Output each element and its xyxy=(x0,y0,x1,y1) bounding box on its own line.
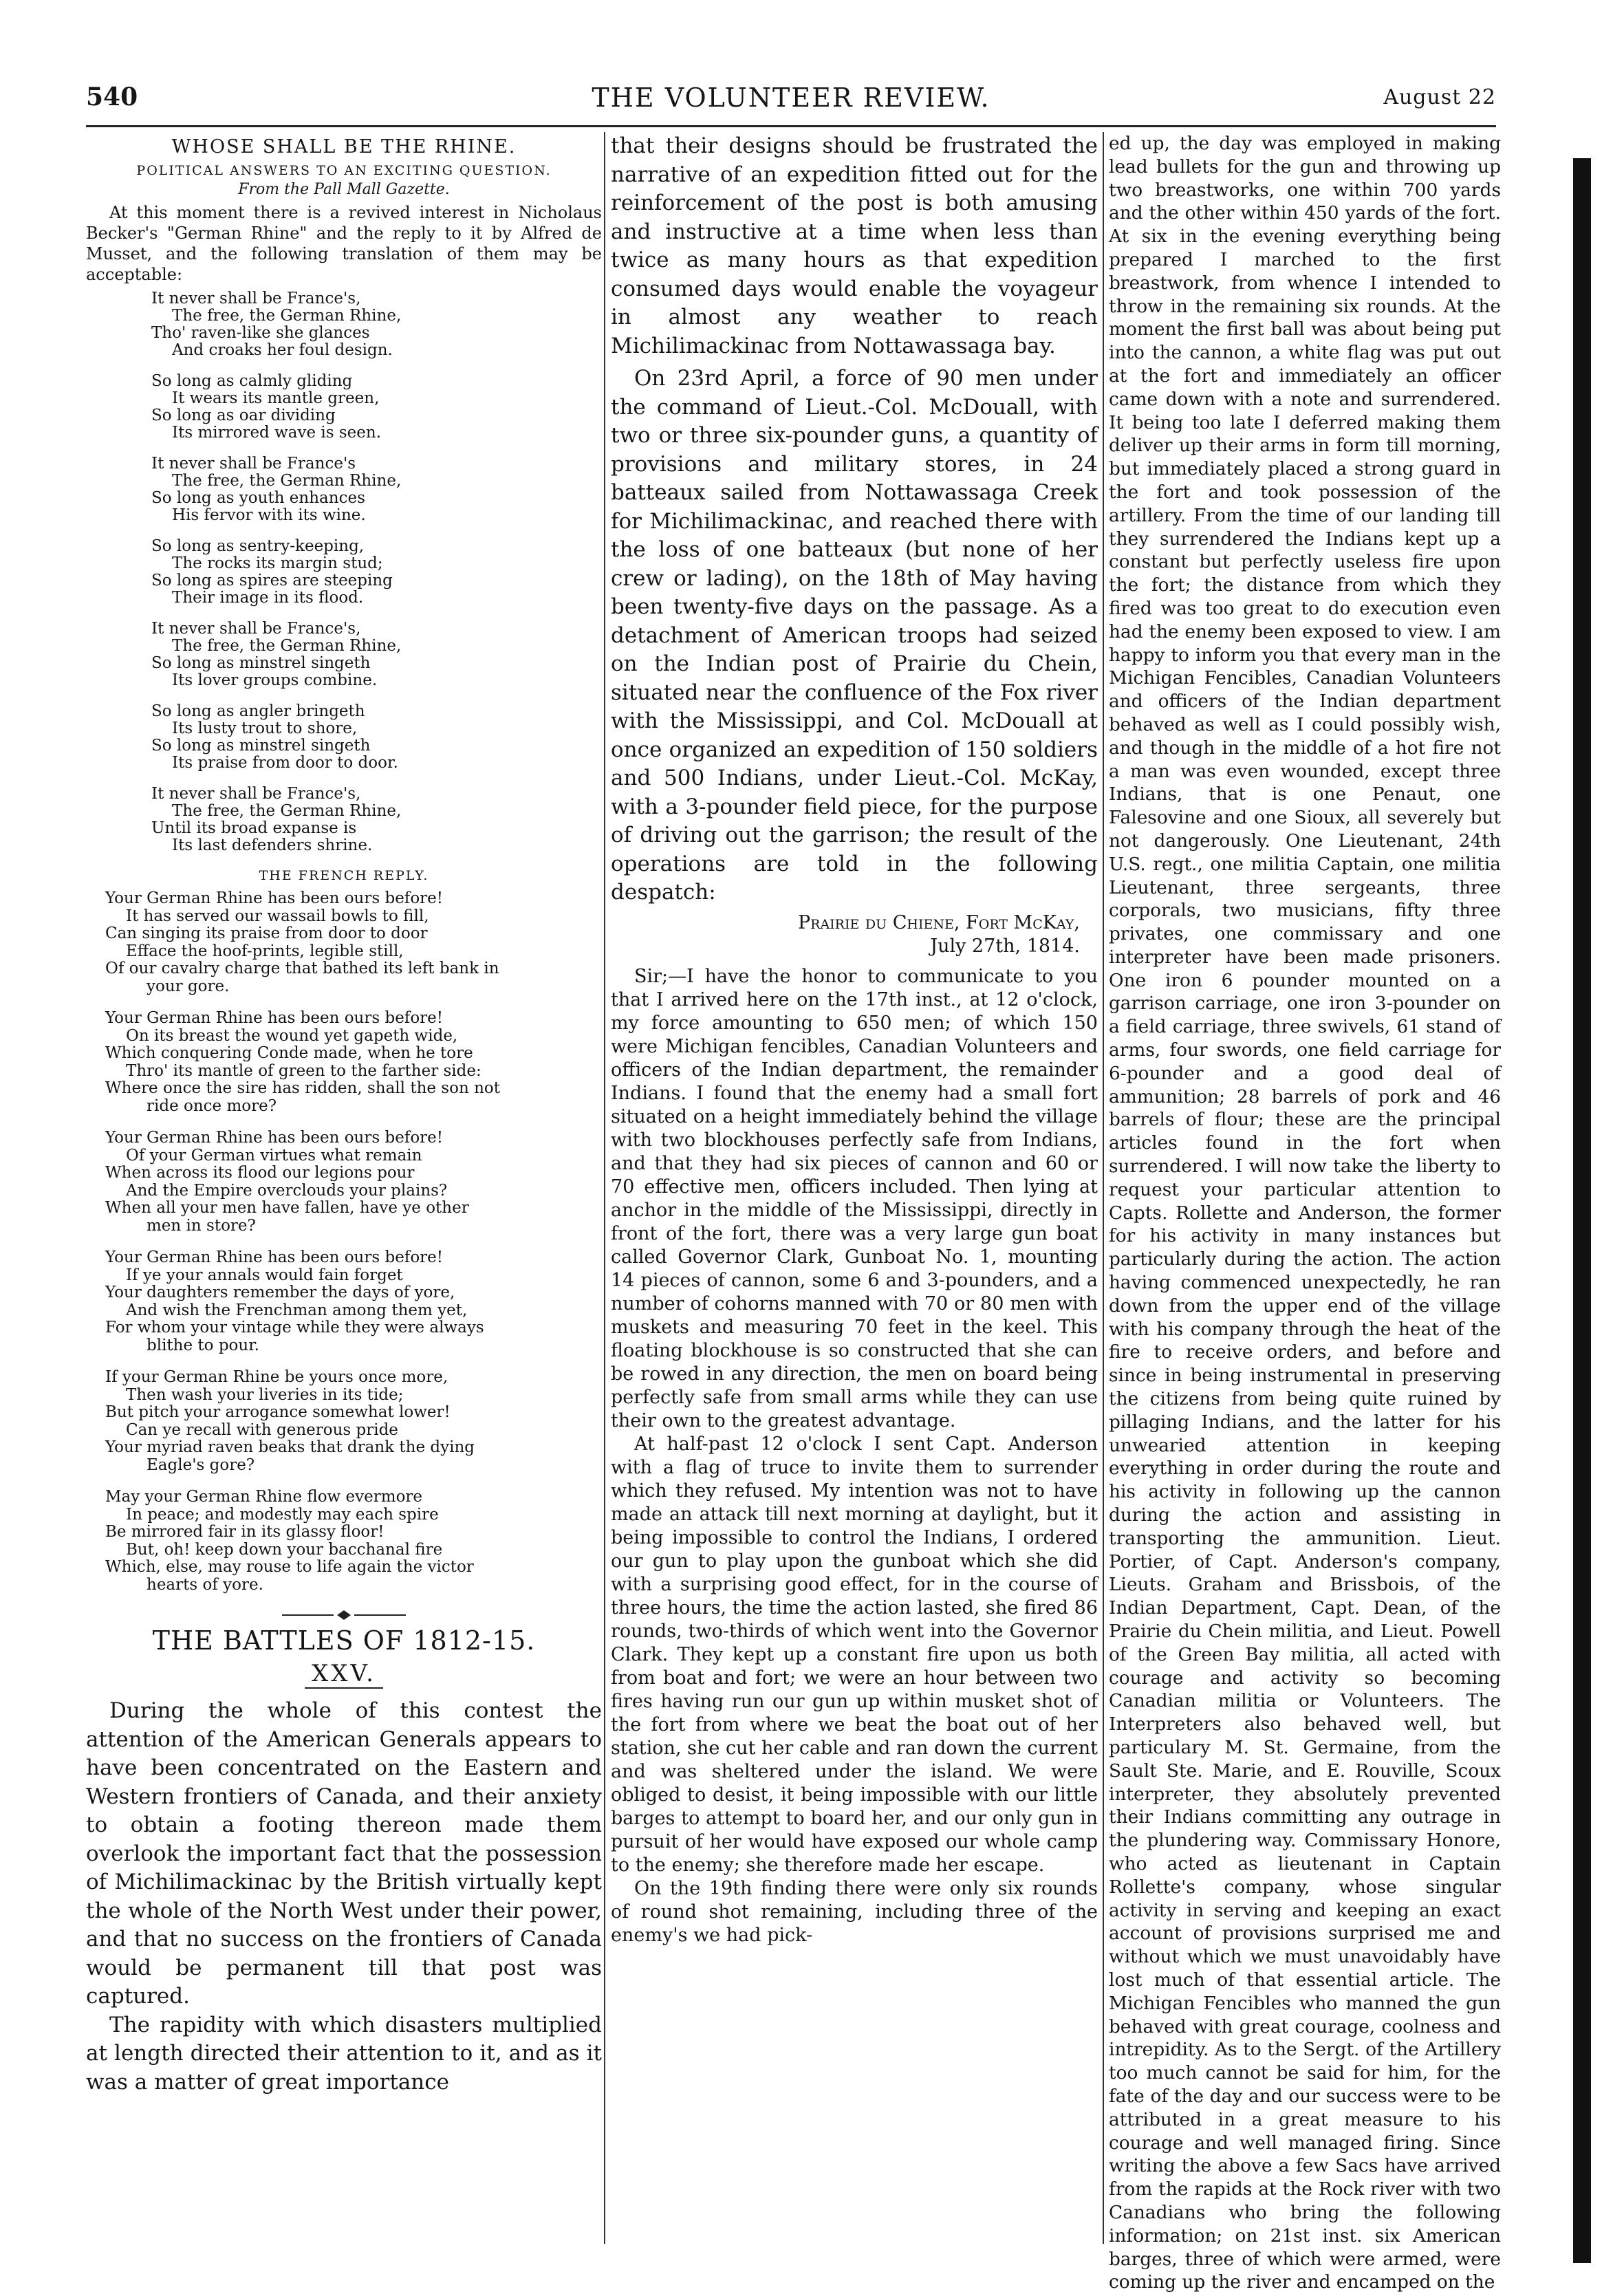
reply-line: But pitch your arrogance somewhat lower! xyxy=(105,1403,451,1421)
poem-line: So long as oar dividing xyxy=(151,407,336,424)
poem-line: So long as minstrel singeth xyxy=(151,654,371,672)
reply-line: Your daughters remember the days of yore, xyxy=(105,1284,455,1301)
poem-stanza xyxy=(151,538,602,607)
despatch-paragraph: Sir;—I have the honor to communicate to you that I arrived here on the 17th inst., at 12 o'clock, my force amounting to 650 men; of which 150 were Michigan fencibles, Canadian Volunteers and officers of the Indian department, the remainder Indians. I found that the enemy had a small fort situated on a height immediately behind the village with two blockhouses perfectly safe from Indians, and that they had six pieces of cannon and 60 or 70 effective men, officers included. Then lying at anchor in the middle of the Mississippi, directly in front of the fort, there was a very large gun boat called Governor Clark, Gunboat No. 1, mounting 14 pieces of cannon, some 6 and 3-pounders, and a number of cohorns manned with 70 or 80 men with muskets and measuring 70 feet in the keel. This floating blockhouse is so constructed that she can be rowed in any direction, the men on board being perfectly safe from small arms while they can use their own to the greatest advantage. xyxy=(611,965,1098,1431)
article-source: From the Pall Mall Gazette. xyxy=(238,181,450,198)
reply-line: hearts of yore. xyxy=(147,1575,263,1594)
column-1 xyxy=(86,132,602,2247)
reply-line: And the Empire overclouds your plains? xyxy=(126,1181,448,1200)
poem-stanza xyxy=(151,703,602,772)
poem-line: The free, the German Rhine, xyxy=(172,802,402,820)
reply-line: blithe to pour. xyxy=(147,1336,259,1354)
poem-line: So long as minstrel singeth xyxy=(151,737,371,755)
poem-line: The free, the German Rhine, xyxy=(172,637,402,655)
poem-line: It never shall be France's, xyxy=(151,785,361,803)
article-subheading: POLITICAL ANSWERS TO AN EXCITING QUESTION. xyxy=(136,163,552,178)
poem-line: So long as angler bringeth xyxy=(151,702,365,720)
battles-number-text: XXV. xyxy=(305,1660,383,1689)
ornament-rule-icon xyxy=(282,1609,406,1621)
poem-line: And croaks her foul design. xyxy=(172,341,393,359)
reply-line: May your German Rhine flow evermore xyxy=(105,1488,423,1506)
column-3 xyxy=(1109,132,1501,2293)
reply-line: It has served our wassail bowls to fill, xyxy=(126,907,429,925)
reply-line: ride once more? xyxy=(147,1096,277,1115)
poem-line: Its lusty trout to shore, xyxy=(172,719,358,737)
poem-line: Its last defenders shrine. xyxy=(172,836,373,854)
reply-line: Thro' its mantle of green to the farther side: xyxy=(126,1061,481,1080)
reply-line: But, oh! keep down your bacchanal fire xyxy=(126,1540,443,1559)
poem-line: Until its broad expanse is xyxy=(151,819,357,837)
column-2 xyxy=(611,132,1098,2247)
reply-line: Be mirrored fair in its glassy floor! xyxy=(105,1523,385,1541)
poem-stanza xyxy=(151,373,602,442)
reply-line: Your German Rhine has been ours before! xyxy=(105,889,444,907)
reply-stanza xyxy=(105,1249,602,1354)
reply-stanza xyxy=(105,1010,602,1115)
reply-line: Your myriad raven beaks that drank the dying xyxy=(105,1438,475,1456)
reply-line: If ye your annals would fain forget xyxy=(126,1266,403,1284)
despatch-dateline xyxy=(611,911,1080,958)
reply-stanza xyxy=(105,1369,602,1474)
reply-stanza xyxy=(105,890,602,995)
reply-line: When across its flood our legions pour xyxy=(105,1164,415,1182)
reply-line: On its breast the wound yet gapeth wide, xyxy=(126,1026,458,1045)
header-rule xyxy=(86,125,1496,127)
reply-line: your gore. xyxy=(147,977,230,995)
reply-line: Can singing its praise from door to door xyxy=(105,924,428,942)
despatch-paragraph: At half-past 12 o'clock I sent Capt. Anderson with a flag of truce to invite them to surrender which they refused. My intention was not to have made an attack till next morning at daylight, but it being impossible to control the Indians, I ordered our gun to play upon the gunboat which she did with a surprising good effect, for in the course of three hours, the time the action lasted, she fired 86 rounds, two-thirds of which went into the Governor Clark. They kept up a constant fire upon us both from boat and fort; we were an hour between two fires having run our gun up within musket shot of the fort from where we beat the boat out of her station, she cut her cable and ran down the current and was sheltered under the island. We were obliged to desist, it being impossible with our little barges to attempt to board her, and our only gun in pursuit of her would have exposed our whole camp to the enemy; she therefore made her escape. xyxy=(611,1433,1098,1876)
poem-line: Its mirrored wave is seen. xyxy=(172,424,382,442)
reply-line: Your German Rhine has been ours before! xyxy=(105,1248,444,1266)
newspaper-title: THE VOLUNTEER REVIEW. xyxy=(592,83,990,113)
reply-line: When all your men have fallen, have ye other xyxy=(105,1199,469,1217)
poem-line: Its lover groups combine. xyxy=(172,671,378,689)
reply-line: If your German Rhine be yours once more, xyxy=(105,1368,448,1386)
poem-line: So long as calmly gliding xyxy=(151,372,353,390)
poem-stanza xyxy=(151,786,602,854)
poem-line: The rocks its margin stud; xyxy=(172,554,383,572)
reply-stanza xyxy=(105,1489,602,1594)
poem-line: Their image in its flood. xyxy=(172,589,364,607)
reply-line: Where once the sire has ridden, shall the son not xyxy=(105,1079,500,1097)
poem-line: The free, the German Rhine, xyxy=(172,307,402,325)
poem-line: It never shall be France's, xyxy=(151,620,361,638)
reply-line: And wish the Frenchman among them yet, xyxy=(126,1301,468,1319)
article-intro: At this moment there is a revived interest in Nicholaus Becker's "German Rhine" and the reply to it by Alfred de Musset, and the following translation of them may be acceptable: xyxy=(86,203,602,284)
reply-line: Then wash your liveries in its tide; xyxy=(126,1385,404,1404)
reply-line: Of your German virtues what remain xyxy=(126,1146,422,1165)
despatch-continued: ed up, the day was employed in making lead bullets for the gun and throwing up two breastworks, one within 700 yards and the other within 450 yards of the fort. At six in the evening everything being prepared I marched to the first breastwork, from whence I intended to throw in the remaining six rounds. At the moment the first ball was about being put into the cannon, a white flag was put out at the fort and immediately an officer came down with a note and surrendered. It being too late I deferred making them deliver up their arms in form till morning, but immediately placed a strong guard in the fort and took possession of the artillery. From the time of our landing till they surrendered the Indians kept up a constant but perfectly useless fire upon the fort; the distance from which they fired was too great to do execution even had the enemy been exposed to view. I am happy to inform you that every man in the Michigan Fencibles, Canadian Volunteers and officers of the Indian department behaved as well as I could possibly wish, and though in the middle of a hot fire not a man was even wounded, except three Indians, that is one Penaut, one Falesovine and one Sioux, all severely but not dangerously. One Lieutenant, 24th U.S. regt., one militia Captain, one militia Lieutenant, three sergeants, three corporals, two musicians, fifty three privates, one commissary and one interpreter have been made prisoners. One iron 6 pounder mounted on a garrison carriage, one iron 3-pounder on a field carriage, three swivels, 61 stand of arms, four swords, one field carriage for 6-pounder and a good deal of ammunition; 28 barrels of pork and 46 barrels of flour; these are the principal articles found in the fort when surrendered. I will now take the liberty to request your particular attention to Capts. Rollette and Anderson, the former for his activity in many instances but particularly during the action. The action having commenced unexpectedly, he ran down from the upper end of the village with his company through the heat of the fire to receive orders, and before and since in being instrumental in preserving the citizens from being quite ruined by pillaging Indians, and the latter for his unwearied attention in keeping everything in order during the route and his activity in following up the cannon during the action and assisting in transporting the ammunition. Lieut. Portier, of Capt. Anderson's company, Lieuts. Graham and Brissbois, of the Indian Department, Capt. Dean, of the Prairie du Chein militia, and Lieut. Powell of the Green Bay militia, all acted with courage and activity so becoming Canadian militia or Volunteers. The Interpreters also behaved well, but particulary M. St. Germaine, from the Sault Ste. Marie, and E. Rouville, Scoux interpreter, they absolutely prevented their Indians committing any outrage in the plundering way. Commissary Honore, who acted as lieutenant in Captain Rollette's company, whose singular activity in serving and keeping an exact account of provisions surprised me and without which we must unavoidably have lost much of that essential article. The Michigan Fencibles who manned the gun behaved with great courage, coolness and intrepidity. As to the Sergt. of the Artillery too much cannot be said for him, for the fate of the day and our success were to be attributed in a great measure to his courage and well managed firing. Since writing the above a few Sacs have arrived from the rapids at the Rock river with two Canadians who bring the following information; on 21st inst. six American barges, three of which were armed, were coming up the river and encamped on the xyxy=(1109,133,1501,2293)
dateline-place: Prairie du Chiene, Fort McKay, xyxy=(797,911,1080,933)
poem-line: So long as youth enhances xyxy=(151,489,365,507)
battles-number xyxy=(86,1660,602,1687)
reply-line: men in store? xyxy=(147,1216,256,1235)
poem-stanza xyxy=(151,620,602,689)
poem-line: Tho' raven-like she glances xyxy=(151,324,370,342)
page-header xyxy=(86,83,1496,124)
page-edge-shadow xyxy=(1573,158,1591,2263)
poem-line: The free, the German Rhine, xyxy=(172,472,402,490)
reply-line: Efface the hoof-prints, legible still, xyxy=(126,942,404,960)
reply-line: Your German Rhine has been ours before! xyxy=(105,1129,444,1147)
french-reply xyxy=(86,890,602,1594)
col2-paragraph: On 23rd April, a force of 90 men under the command of Lieut.-Col. McDouall, with two or three six-pounder guns, a quantity of provisions and military stores, in 24 batteaux sailed from Nottawassaga Creek for Michilimackinac, and reached there with the loss of one batteaux (but none of her crew or lading), on the 18th of May having been twenty-five days on the passage. As a detachment of American troops had seized on the Indian post of Prairie du Chein, situated near the confluence of the Fox river with the Mississippi, and Col. McDouall at once organized an expedition of 150 soldiers and 500 Indians, under Lieut.-Col. McKay, with a 3-pounder field piece, for the purpose of driving out the garrison; the result of the operations are told in the following despatch: xyxy=(611,366,1098,905)
col2-paragraph: that their designs should be frustrated the narrative of an expedition fitted out for the reinforcement of the post is both amusing and instructive at a time when less than twice as many hours as that expedition consumed days would enable the voyageur in almost any weather to reach Michilimackinac from Nottawassaga bay. xyxy=(611,133,1098,358)
article-heading: WHOSE SHALL BE THE RHINE. xyxy=(171,136,517,158)
reply-line: Eagle's gore? xyxy=(147,1456,255,1474)
reply-line: Your German Rhine has been ours before! xyxy=(105,1009,444,1027)
poem-line: It wears its mantle green, xyxy=(172,389,380,407)
column-divider xyxy=(604,132,605,2244)
reply-stanza xyxy=(105,1129,602,1235)
dateline-date: July 27th, 1814. xyxy=(930,935,1080,957)
reply-line: Which conquering Conde made, when he tore xyxy=(105,1044,473,1062)
battles-title: THE BATTLES OF 1812-15. xyxy=(152,1625,536,1656)
section-ornament xyxy=(86,1608,602,1625)
poem-stanza xyxy=(151,455,602,524)
poem-line: His fervor with its wine. xyxy=(172,506,366,524)
reply-heading: THE FRENCH REPLY. xyxy=(259,868,429,883)
poem-line: So long as sentry-keeping, xyxy=(151,537,365,555)
reply-line: Of our cavalry charge that bathed its left bank in xyxy=(105,960,499,977)
poem-line: So long as spires are steeping xyxy=(151,572,393,589)
reply-line: Which, else, may rouse to life again the victor xyxy=(105,1558,474,1576)
reply-line: For whom your vintage while they were always xyxy=(105,1319,484,1337)
reply-line: In peace; and modestly may each spire xyxy=(126,1505,439,1524)
poem-line: It never shall be France's, xyxy=(151,290,361,307)
poem-line: Its praise from door to door. xyxy=(172,754,398,772)
reply-line: Can ye recall with generous pride xyxy=(126,1420,398,1439)
page-number: 540 xyxy=(86,83,138,111)
battles-paragraph: The rapidity with which disasters multiplied at length directed their attention to it, and as it was a matter of great importance xyxy=(86,2012,602,2095)
poem-line: It never shall be France's xyxy=(151,455,356,473)
poem-stanza xyxy=(151,290,602,359)
battles-paragraph: During the whole of this contest the attention of the American Generals appears to have been concentrated on the Eastern and Western frontiers of Canada, and their anxiety to obtain a footing thereon made them overlook the important fact that the possession of Michilimackinac by the British virtually kept the whole of the North West under their power, and that no success on the frontiers of Canada would be permanent till that post was captured. xyxy=(86,1698,602,2009)
column-divider xyxy=(1103,132,1104,2244)
despatch-paragraph: On the 19th finding there were only six rounds of round shot remaining, including three of the enemy's we had pick- xyxy=(611,1877,1098,1946)
issue-date: August 22 xyxy=(1383,85,1496,109)
german-poem xyxy=(86,290,602,854)
